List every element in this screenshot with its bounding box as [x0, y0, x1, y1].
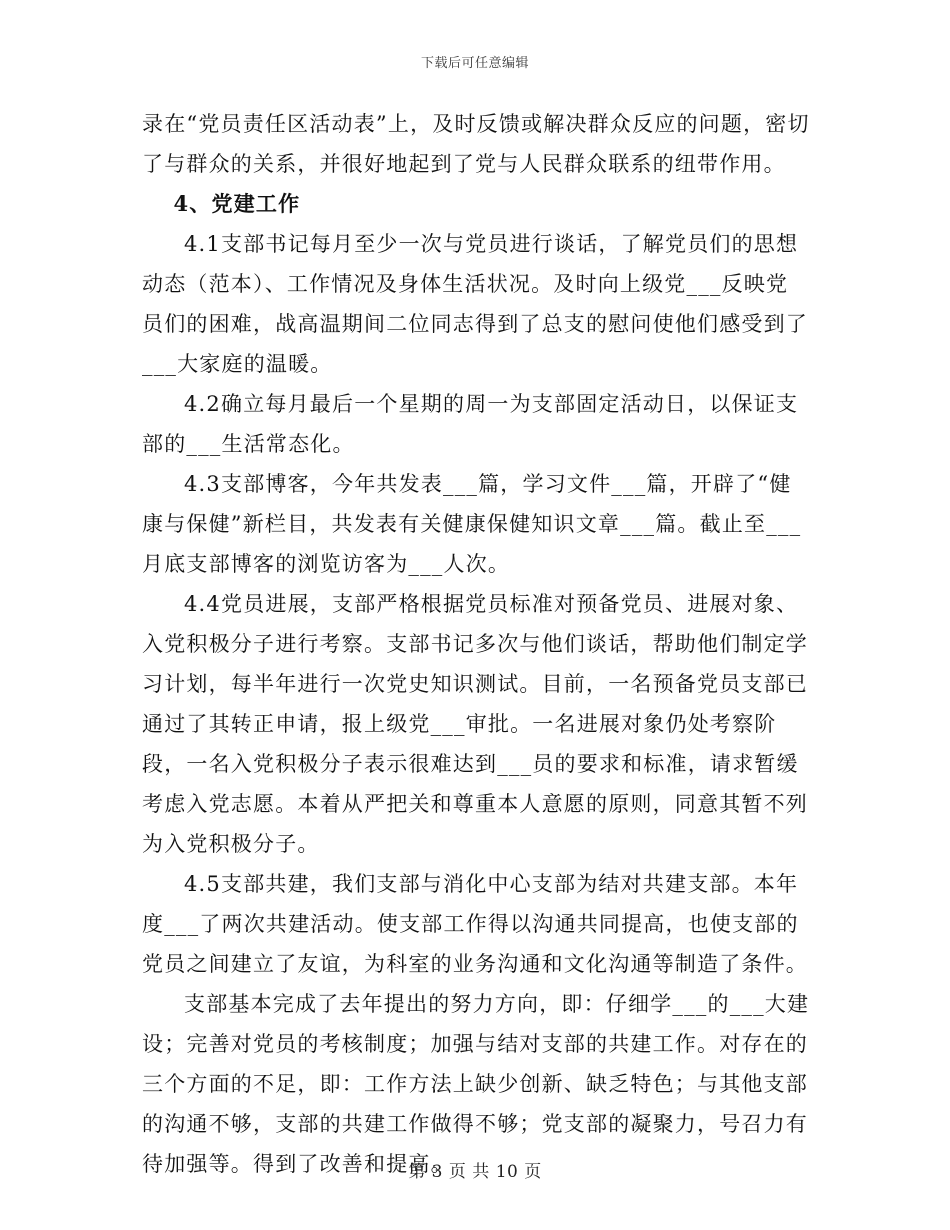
paragraph-4-3: 4.3支部博客，今年共发表___篇，学习文件___篇，开辟了“健康与保健”新栏目，共发表有关健康保健知识文章___篇。截止至___月底支部博客的浏览访客为___人次。 — [142, 472, 802, 576]
summary-paragraph: 支部基本完成了去年提出的努力方向，即：仔细学___的___大建设；完善对党员的考核制度；加强与结对支部的共建工作。对存在的三个方面的不足，即：工作方法上缺少创新、缺乏特色；与其他支部的沟通不够，支部的共建工作做得不够；党支部的凝聚力，号召力有待加强等。得到了改善和提高。 — [142, 992, 810, 1176]
intro-paragraph: 录在“党员责任区活动表”上，及时反馈或解决群众反应的问题，密切了与群众的关系，并很好地起到了党与人民群众联系的纽带作用。 — [142, 112, 810, 176]
paragraph-4-5: 4.5支部共建，我们支部与消化中心支部为结对共建支部。本年度___了两次共建活动。使支部工作得以沟通共同提高，也使支部的党员之间建立了友谊，为科室的业务沟通和文化沟通等制造了条件。 — [142, 872, 808, 976]
document-body — [142, 104, 810, 1184]
paragraph-4-1: 4.1支部书记每月至少一次与党员进行谈话，了解党员们的思想动态（范本）、工作情况及身体生活状况。及时向上级党___反映党员们的困难，战高温期间二位同志得到了总支的慰问使他们感受到了___大家庭的温暖。 — [142, 232, 808, 376]
paragraph-4-2: 4.2确立每月最后一个星期的周一为支部固定活动日，以保证支部的___生活常态化。 — [142, 392, 799, 456]
section-heading: 4、党建工作 — [173, 191, 301, 216]
header-note: 下载后可任意编辑 — [420, 56, 529, 71]
paragraph-4-4: 4.4党员进展，支部严格根据党员标准对预备党员、进展对象、入党积极分子进行考察。支部书记多次与他们谈话，帮助他们制定学习计划，每半年进行一次党史知识测试。目前，一名预备党员支部已通过了其转正申请，报上级党___审批。一名进展对象仍处考察阶段，一名入党积极分子表示很难达到___员的要求和标准，请求暂缓考虑入党志愿。本着从严把关和尊重本人意愿的原则，同意其暂不列为入党积极分子。 — [142, 592, 808, 856]
page-number: 第 3 页 共 10 页 — [408, 1162, 542, 1182]
